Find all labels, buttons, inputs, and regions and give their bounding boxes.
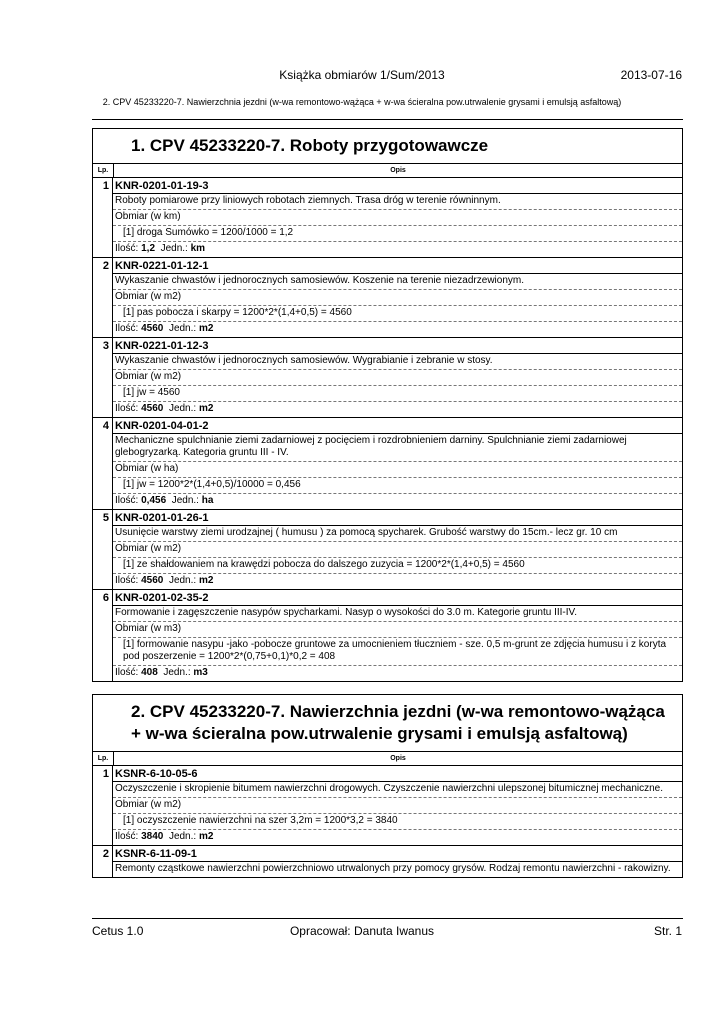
item-description: Oczyszczenie i skropienie bitumem nawierzchni drogowych. Czyszczenie nawierzchni ulepszonej bitumicznej mechaniczne. [113, 782, 682, 798]
item-quantity-line [113, 494, 682, 509]
column-header [93, 164, 682, 178]
table-row [93, 418, 682, 510]
item-description: Usunięcie warstwy ziemi urodzajnej ( humusu ) za pomocą spycharek. Grubość warstwy do 15cm.- lecz gr. 10 cm [113, 526, 682, 542]
item-body [113, 258, 682, 337]
item-calculation: [1] pas pobocza i skarpy = 1200*2*(1,4+0,5) = 4560 [113, 306, 682, 322]
page-header-title: Książka obmiarów 1/Sum/2013 [279, 68, 445, 82]
item-description: Mechaniczne spulchnianie ziemi zadarniowej z pocięciem i rozdrobnieniem darniny. Spulchnianie ziemi zadarniowej glebogryzarką. Kategoria gruntu III - IV. [113, 434, 682, 462]
item-calculation: [1] oczyszczenie nawierzchni na szer 3,2m = 1200*3,2 = 3840 [113, 814, 682, 830]
item-obmiar: Obmiar (w m2) [113, 370, 682, 386]
item-body [113, 178, 682, 257]
item-unit: km [190, 243, 206, 254]
item-quantity: 3840 [141, 831, 164, 842]
jedn-label: Jedn.: [168, 403, 197, 414]
footer-right: Str. 1 [653, 924, 682, 938]
table-row [93, 338, 682, 418]
item-description: Wykaszanie chwastów i jednorocznych samosiewów. Wygrabianie i zebranie w stosy. [113, 354, 682, 370]
ilosc-label: Ilość: [115, 831, 139, 842]
item-number: 1 [93, 178, 113, 257]
jedn-label: Jedn.: [168, 831, 197, 842]
page-header-subtitle: 2. CPV 45233220-7. Nawierzchnia jezdni (w-wa remontowo-wążąca + w-wa ścieralna pow.utrwalenie grysami i emulsją asfaltową) [102, 97, 622, 107]
section-1 [92, 128, 683, 682]
ilosc-label: Ilość: [115, 243, 139, 254]
item-calculation: [1] formowanie nasypu -jako -pobocze gruntowe za umocnieniem tłucznie​m - sze. 0,5 m-grunt ze zdjęcia humusu i z koryta pod poszerzenie = 1200*2*(0,75+0,1)*0,2 = 408 [113, 638, 682, 666]
item-number: 2 [93, 258, 113, 337]
item-body [113, 846, 682, 877]
footer-center: Opracował: Danuta Iwanus [289, 924, 435, 938]
item-code: KNR-0201-02-35-2 [113, 590, 682, 606]
item-unit: m2 [198, 575, 214, 586]
item-quantity: 4560 [141, 403, 164, 414]
ilosc-label: Ilość: [115, 323, 139, 334]
item-quantity: 1,2 [141, 243, 156, 254]
item-obmiar: Obmiar (w m2) [113, 798, 682, 814]
item-quantity-line [113, 574, 682, 589]
item-obmiar: Obmiar (w ha) [113, 462, 682, 478]
item-unit: m2 [198, 831, 214, 842]
item-code: KNR-0201-04-01-2 [113, 418, 682, 434]
item-calculation: [1] jw = 1200*2*(1,4+0,5)/10000 = 0,456 [113, 478, 682, 494]
item-code: KNR-0221-01-12-1 [113, 258, 682, 274]
ilosc-label: Ilość: [115, 667, 139, 678]
item-number: 5 [93, 510, 113, 589]
jedn-label: Jedn.: [168, 323, 197, 334]
header-rule [92, 119, 683, 120]
column-header [93, 752, 682, 766]
item-description: Remonty cząstkowe nawierzchni powierzchniowo utrwalonych przy pomocy grysów. Rodzaj remontu nawierzchni - rakowizny. [115, 863, 671, 874]
section-2 [92, 694, 683, 878]
item-body [113, 590, 682, 681]
item-quantity-line [113, 666, 682, 681]
item-body [113, 510, 682, 589]
table-row [93, 178, 682, 258]
item-quantity-line [113, 242, 682, 257]
item-quantity-line [113, 402, 682, 417]
footer-rule [92, 918, 683, 919]
item-quantity: 4560 [141, 575, 164, 586]
column-opis: Opis [390, 167, 406, 174]
jedn-label: Jedn.: [160, 243, 188, 254]
item-obmiar: Obmiar (w m2) [113, 290, 682, 306]
footer-left: Cetus 1.0 [92, 924, 144, 938]
section-title: 1. CPV 45233220-7. Roboty przygotowawcze [93, 129, 682, 164]
table-row [93, 766, 682, 846]
ilosc-label: Ilość: [115, 575, 139, 586]
section-title: 2. CPV 45233220-7. Nawierzchnia jezdni (w-wa remontowo-wążąca + w-wa ścieralna pow.utrwalenie grysami i emulsją asfaltową) [93, 695, 682, 752]
item-description: Formowanie i zagęszczenie nasypów spycharkami. Nasyp o wysokości do 3.0 m. Kategorie gruntu III-IV. [113, 606, 682, 622]
jedn-label: Jedn.: [168, 575, 197, 586]
item-code: KSNR-6-11-09-1 [113, 846, 682, 862]
item-unit: m2 [198, 323, 214, 334]
item-calculation: [1] droga Sumówko = 1200/1000 = 1,2 [113, 226, 682, 242]
item-code: KSNR-6-10-05-6 [113, 766, 682, 782]
jedn-label: Jedn.: [171, 495, 199, 506]
item-body [113, 418, 682, 509]
item-quantity: 0,456 [141, 495, 167, 506]
column-lp: Lp. [93, 164, 114, 177]
item-code: KNR-0201-01-19-3 [113, 178, 682, 194]
item-unit: ha [201, 495, 214, 506]
item-quantity-line [113, 322, 682, 337]
page-header-date: 2013-07-16 [620, 68, 682, 82]
item-obmiar: Obmiar (w m3) [113, 622, 682, 638]
item-quantity: 408 [141, 667, 158, 678]
item-calculation: [1] ze shałdowaniem na krawędzi pobocza do dalszego zuzycia = 1200*2*(1,4+0,5) = 4560 [113, 558, 682, 574]
item-unit: m2 [198, 403, 214, 414]
ilosc-label: Ilość: [115, 495, 139, 506]
item-body [113, 338, 682, 417]
column-lp: Lp. [93, 752, 114, 765]
item-body [113, 766, 682, 845]
item-obmiar: Obmiar (w km) [113, 210, 682, 226]
item-unit: m3 [193, 667, 208, 678]
table-row [93, 590, 682, 682]
item-code: KNR-0201-01-26-1 [113, 510, 682, 526]
item-obmiar: Obmiar (w m2) [113, 542, 682, 558]
jedn-label: Jedn.: [163, 667, 191, 678]
table-row [93, 258, 682, 338]
table-row [93, 510, 682, 590]
item-quantity: 4560 [141, 323, 164, 334]
item-number: 3 [93, 338, 113, 417]
item-code: KNR-0221-01-12-3 [113, 338, 682, 354]
item-description: Roboty pomiarowe przy liniowych robotach ziemnych. Trasa dróg w terenie równinnym. [113, 194, 682, 210]
item-number: 4 [93, 418, 113, 509]
item-calculation: [1] jw = 4560 [113, 386, 682, 402]
table-row [93, 846, 682, 878]
item-description: Wykaszanie chwastów i jednorocznych samosiewów. Koszenie na terenie niezadrzewionym. [113, 274, 682, 290]
item-number: 1 [93, 766, 113, 845]
item-number: 6 [93, 590, 113, 681]
item-number: 2 [93, 846, 113, 877]
ilosc-label: Ilość: [115, 403, 139, 414]
column-opis: Opis [390, 755, 406, 762]
item-quantity-line [113, 830, 682, 845]
